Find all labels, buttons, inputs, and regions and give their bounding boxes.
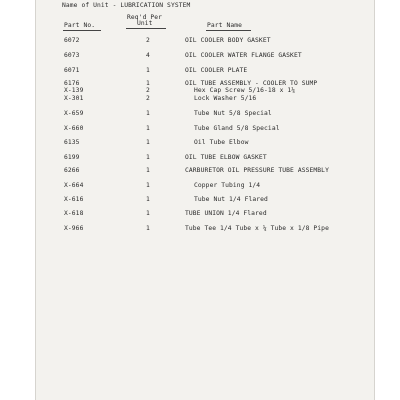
page-edge-right bbox=[374, 0, 375, 400]
table-row-part-no: X-966 bbox=[64, 225, 84, 232]
table-row-part-no: 6071 bbox=[64, 67, 80, 74]
table-row-part-no: 6176 bbox=[64, 80, 80, 87]
part-name-header-underline bbox=[206, 30, 251, 31]
reqd-per-header-line1: Req'd Per bbox=[127, 14, 163, 21]
table-row-part-name: Hex Cap Screw 5/16-18 x 1¼ bbox=[194, 87, 296, 94]
part-name-header: Part Name bbox=[207, 22, 243, 29]
reqd-header-underline bbox=[126, 28, 166, 29]
table-row-part-no: 6135 bbox=[64, 139, 80, 146]
table-row-qty: 1 bbox=[146, 182, 150, 189]
page-edge-left bbox=[35, 0, 36, 400]
table-row-qty: 1 bbox=[146, 139, 150, 146]
table-row-qty: 2 bbox=[146, 37, 150, 44]
table-row-part-name: Lock Washer 5/16 bbox=[194, 95, 257, 102]
table-row-qty: 2 bbox=[146, 95, 150, 102]
table-row-qty: 1 bbox=[146, 67, 150, 74]
table-row-part-name: OIL COOLER BODY GASKET bbox=[185, 37, 271, 44]
table-row-qty: 1 bbox=[146, 210, 150, 217]
table-row-qty: 1 bbox=[146, 196, 150, 203]
table-row-part-name: CARBURETOR OIL PRESSURE TUBE ASSEMBLY bbox=[185, 167, 329, 174]
table-row-part-no: X-659 bbox=[64, 110, 84, 117]
table-row-part-name: Tube Nut 5/8 Special bbox=[194, 110, 272, 117]
table-row-part-name: TUBE UNION 1/4 Flared bbox=[185, 210, 267, 217]
table-row-part-no: 6199 bbox=[64, 154, 80, 161]
table-row-part-name: Tube Gland 5/8 Special bbox=[194, 125, 280, 132]
table-row-qty: 1 bbox=[146, 80, 150, 87]
table-row-part-no: 6073 bbox=[64, 52, 80, 59]
table-row-qty: 4 bbox=[146, 52, 150, 59]
table-row-part-name: OIL COOLER WATER FLANGE GASKET bbox=[185, 52, 302, 59]
table-row-part-no: X-301 bbox=[64, 95, 84, 102]
table-row-part-name: OIL TUBE ASSEMBLY - COOLER TO SUMP bbox=[185, 80, 318, 87]
table-row-part-name: Tube Nut 1/4 Flared bbox=[194, 196, 268, 203]
part-no-header-underline bbox=[63, 30, 101, 31]
table-row-part-no: X-139 bbox=[64, 87, 84, 94]
table-row-part-name: OIL COOLER PLATE bbox=[185, 67, 248, 74]
table-row-part-name: OIL TUBE ELBOW GASKET bbox=[185, 154, 267, 161]
table-row-part-no: X-664 bbox=[64, 182, 84, 189]
reqd-per-header-line2: Unit bbox=[137, 20, 153, 27]
table-row-qty: 1 bbox=[146, 110, 150, 117]
table-row-part-name: Tube Tee 1/4 Tube x ¼ Tube x 1/8 Pipe bbox=[185, 225, 329, 232]
table-row-part-no: 6072 bbox=[64, 37, 80, 44]
table-row-part-name: Oil Tube Elbow bbox=[194, 139, 249, 146]
table-row-qty: 2 bbox=[146, 87, 150, 94]
table-row-qty: 1 bbox=[146, 167, 150, 174]
table-row-part-no: X-616 bbox=[64, 196, 84, 203]
table-row-qty: 1 bbox=[146, 125, 150, 132]
table-row-part-no: 6266 bbox=[64, 167, 80, 174]
table-row-part-name: Copper Tubing 1/4 bbox=[194, 182, 261, 189]
table-row-part-no: X-660 bbox=[64, 125, 84, 132]
part-no-header: Part No. bbox=[64, 22, 96, 29]
table-row-qty: 1 bbox=[146, 225, 150, 232]
table-row-part-no: X-618 bbox=[64, 210, 84, 217]
table-row-qty: 1 bbox=[146, 154, 150, 161]
unit-name-line: Name of Unit - LUBRICATION SYSTEM bbox=[62, 2, 191, 9]
